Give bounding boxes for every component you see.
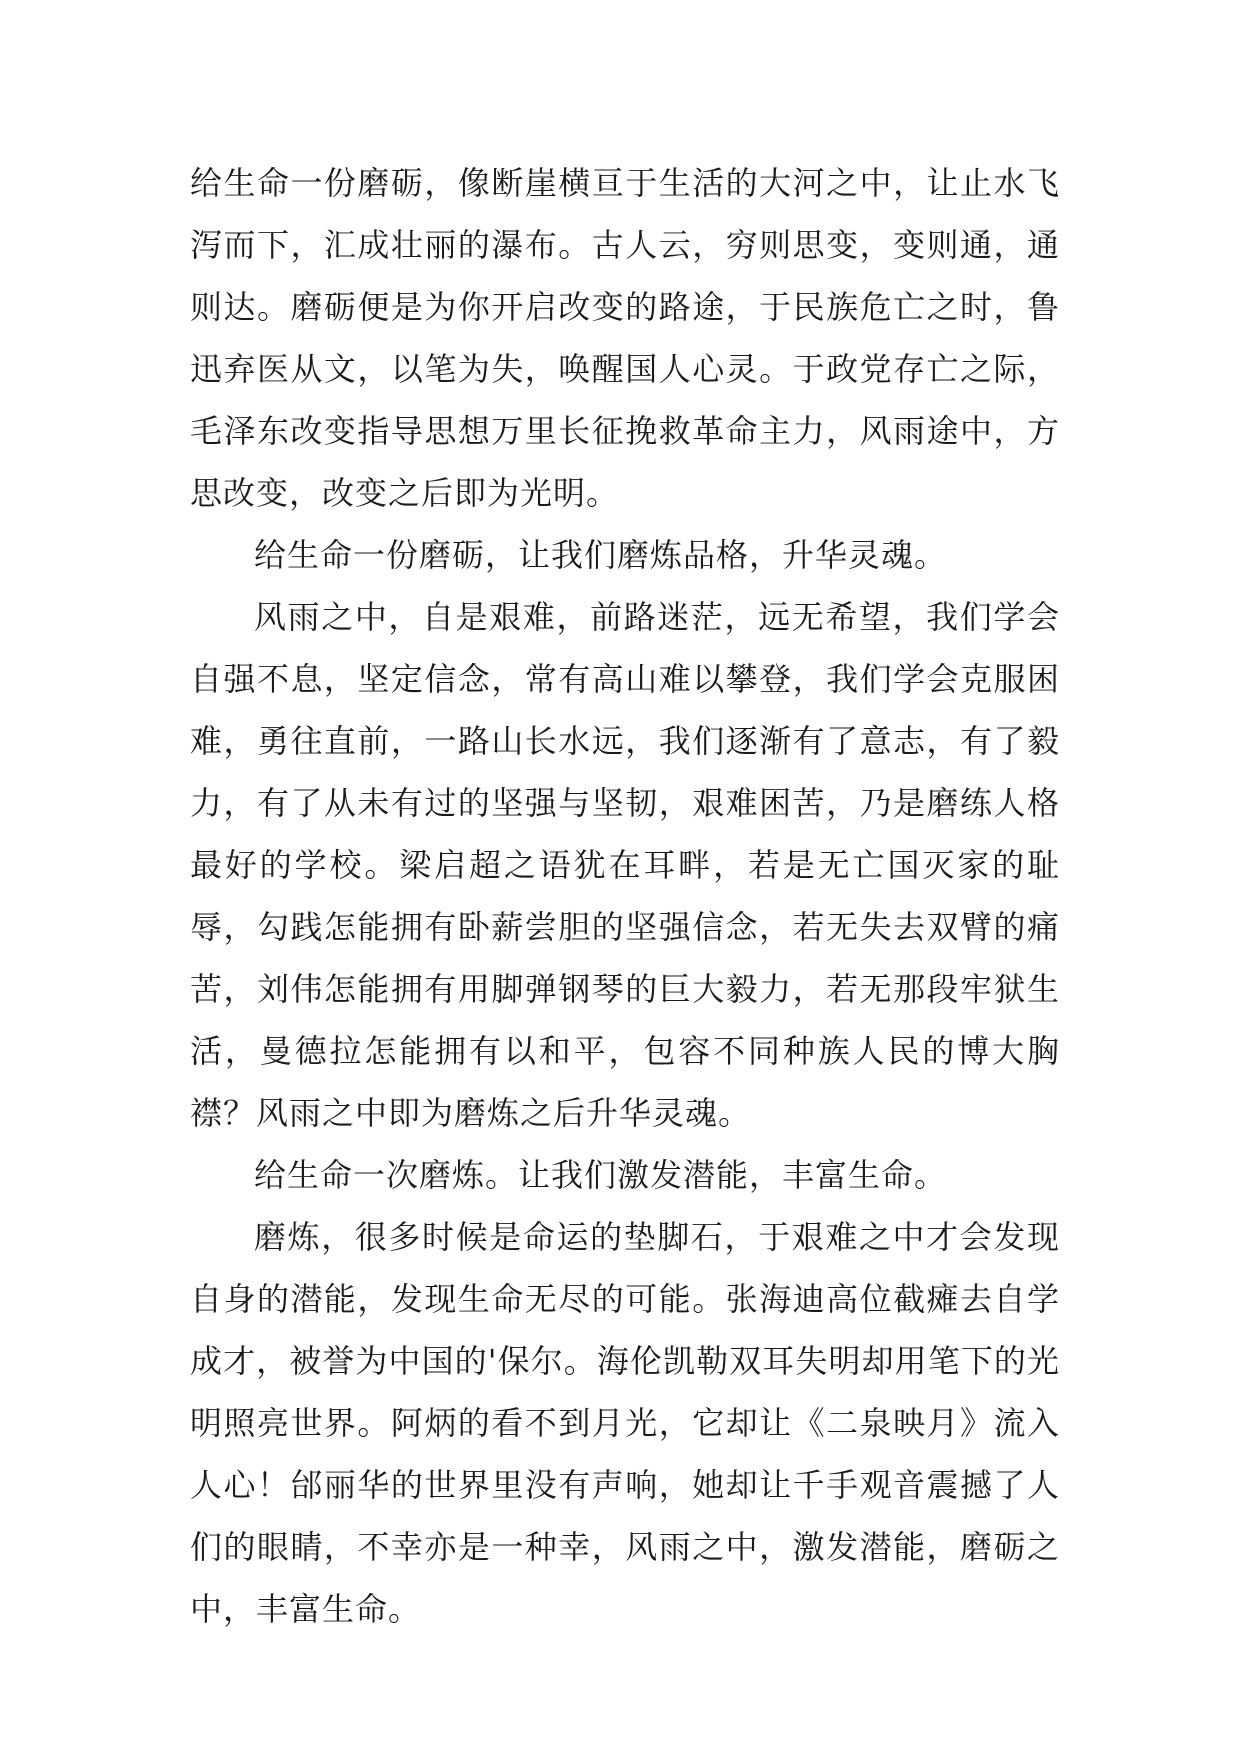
paragraph-2: 给生命一份磨砺，让我们磨炼品格，升华灵魂。 [254,536,948,574]
paragraph-4: 给生命一次磨炼。让我们激发潜能，丰富生命。 [254,1156,948,1194]
paragraph-1: 给生命一份磨砺，像断崖横亘于生活的大河之中，让止水飞泻而下，汇成壮丽的瀑布。古人云，穷则思变，变则通，通则达。磨砺便是为你开启改变的路途，于民族危亡之时，鲁迅弃医从文，以笔为失，唤醒国人心灵。于政党存亡之际，毛泽东改变指导思想万里长征挽救革命主力，风雨途中，方思改变，改变之后即为光明。 [190,164,1060,512]
paragraph-3: 风雨之中，自是艰难，前路迷茫，远无希望，我们学会自强不息，坚定信念，常有高山难以攀登，我们学会克服困难，勇往直前，一路山长水远，我们逐渐有了意志，有了毅力，有了从未有过的坚强与坚韧，艰难困苦，乃是磨练人格最好的学校。梁启超之语犹在耳畔，若是无亡国灭家的耻辱，勾践怎能拥有卧薪尝胆的坚强信念，若无失去双臂的痛苦，刘伟怎能拥有用脚弹钢琴的巨大毅力，若无那段牢狱生活，曼德拉怎能拥有以和平，包容不同种族人民的博大胸襟？风雨之中即为磨炼之后升华灵魂。 [190,598,1060,1132]
document-body [190,152,1060,1640]
paragraph-5: 磨炼，很多时候是命运的垫脚石，于艰难之中才会发现自身的潜能，发现生命无尽的可能。张海迪高位截瘫去自学成才，被誉为中国的'保尔。海伦凯勒双耳失明却用笔下的光明照亮世界。阿炳的看不到月光，它却让《二泉映月》流入人心！邰丽华的世界里没有声响，她却让千手观音震撼了人们的眼睛，不幸亦是一种幸，风雨之中，激发潜能，磨砺之中，丰富生命。 [190,1218,1060,1628]
